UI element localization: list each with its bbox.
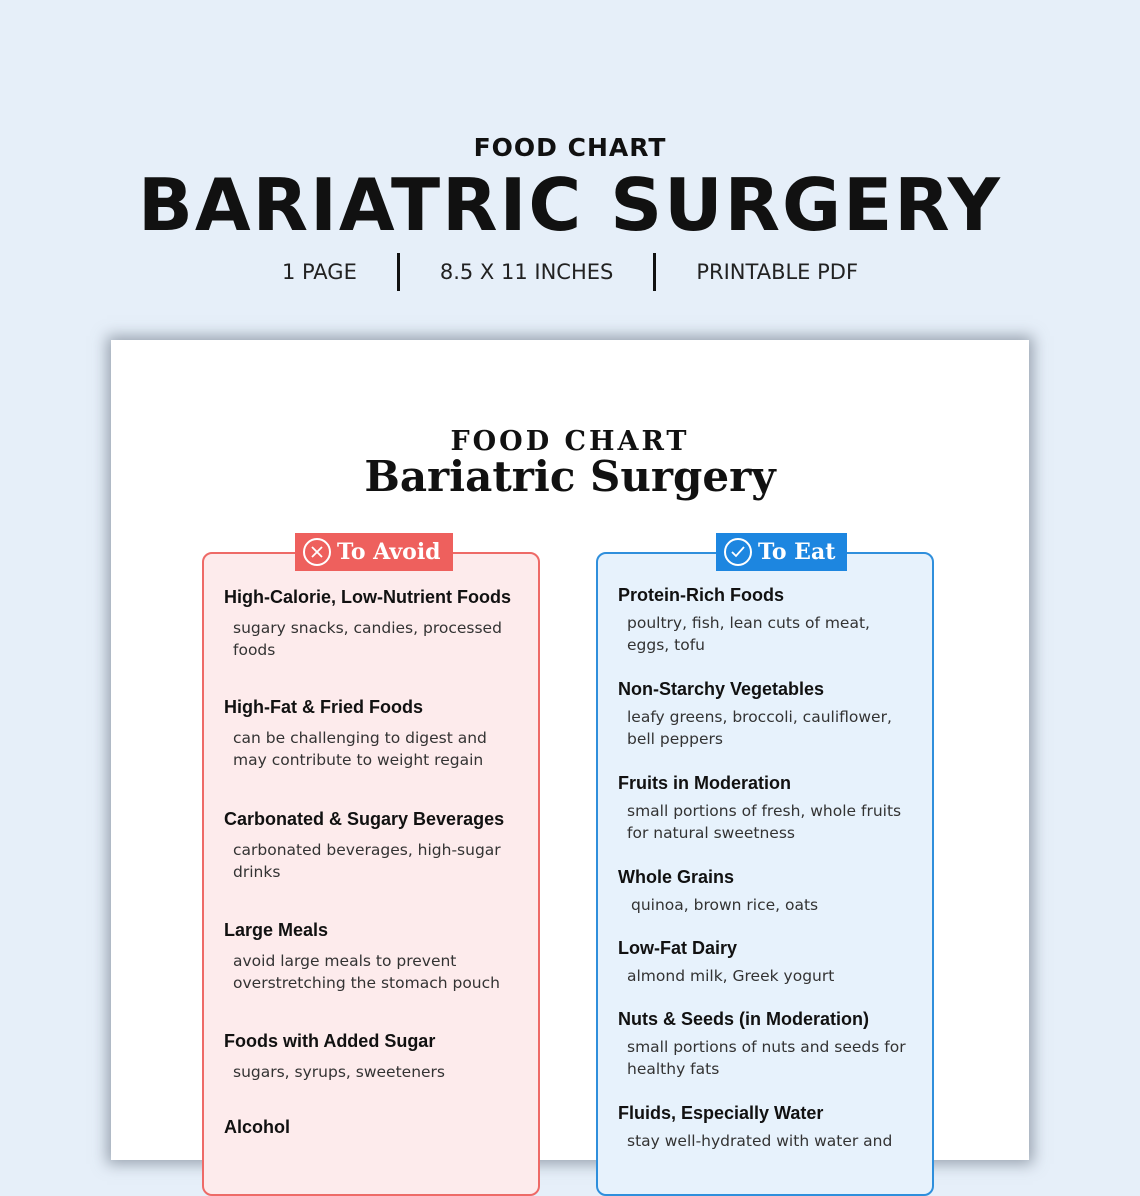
eat-item-desc: stay well-hydrated with water and — [627, 1132, 893, 1150]
avoid-item — [224, 586, 524, 661]
eat-item — [618, 937, 918, 987]
x-circle-icon — [303, 538, 331, 566]
meta-pages: 1 PAGE — [281, 260, 357, 284]
eat-item-title: Fluids, Especially Water — [618, 1103, 824, 1123]
eat-item — [618, 772, 918, 844]
avoid-item-title: High-Calorie, Low-Nutrient Foods — [224, 587, 511, 607]
eat-item-title: Fruits in Moderation — [618, 773, 791, 793]
avoid-item-desc: can be challenging to digest and may contribute to weight regain — [233, 729, 487, 769]
eat-item-desc: poultry, fish, lean cuts of meat, eggs, tofu — [627, 614, 870, 654]
eat-item-title: Whole Grains — [618, 867, 735, 887]
avoid-item — [224, 1030, 524, 1083]
avoid-item — [224, 696, 524, 771]
eat-item — [618, 1102, 918, 1152]
avoid-item-title: High-Fat & Fried Foods — [224, 697, 423, 717]
eat-item-title: Protein-Rich Foods — [618, 585, 784, 605]
eat-panel — [596, 539, 934, 1196]
hero-title: BARIATRIC SURGERY — [138, 163, 1002, 247]
eat-item-title: Nuts & Seeds (in Moderation) — [618, 1009, 870, 1029]
eat-item-desc: quinoa, brown rice, oats — [631, 896, 819, 914]
avoid-panel — [202, 539, 540, 1196]
avoid-item-title: Carbonated & Sugary Beverages — [224, 809, 505, 829]
meta-format: PRINTABLE PDF — [696, 260, 859, 284]
hero-meta — [0, 252, 1140, 292]
hero-kicker: FOOD CHART — [473, 133, 667, 162]
avoid-item — [224, 1116, 524, 1138]
eat-item-desc: small portions of nuts and seeds for healthy fats — [627, 1038, 906, 1078]
avoid-item — [224, 808, 524, 883]
avoid-item-title: Alcohol — [224, 1117, 290, 1137]
eat-badge — [716, 533, 847, 571]
eat-item-title: Non-Starchy Vegetables — [618, 679, 825, 699]
eat-item — [618, 584, 918, 656]
eat-item — [618, 866, 918, 916]
eat-item — [618, 678, 918, 750]
avoid-item-title: Large Meals — [224, 920, 329, 940]
avoid-item-desc: sugars, syrups, sweeteners — [233, 1063, 445, 1081]
eat-item-title: Low-Fat Dairy — [618, 938, 738, 958]
meta-size: 8.5 X 11 INCHES — [439, 260, 614, 284]
document-kicker: FOOD CHART — [450, 426, 690, 457]
avoid-item-desc: avoid large meals to prevent overstretching the stomach pouch — [233, 952, 500, 992]
eat-item-desc: leafy greens, broccoli, cauliflower, bell peppers — [627, 708, 892, 748]
document-page — [111, 340, 1029, 1160]
avoid-item — [224, 919, 524, 994]
avoid-item-desc: sugary snacks, candies, processed foods — [233, 619, 502, 659]
avoid-badge-label: To Avoid — [337, 539, 441, 565]
eat-item-desc: small portions of fresh, whole fruits for natural sweetness — [627, 802, 902, 842]
avoid-item-title: Foods with Added Sugar — [224, 1031, 436, 1051]
eat-item — [618, 1008, 918, 1080]
eat-item-desc: almond milk, Greek yogurt — [627, 967, 835, 985]
document-title: Bariatric Surgery — [364, 452, 776, 501]
eat-badge-label: To Eat — [758, 539, 836, 565]
avoid-item-desc: carbonated beverages, high-sugar drinks — [233, 841, 501, 881]
check-circle-icon — [724, 538, 752, 566]
avoid-badge — [295, 533, 453, 571]
